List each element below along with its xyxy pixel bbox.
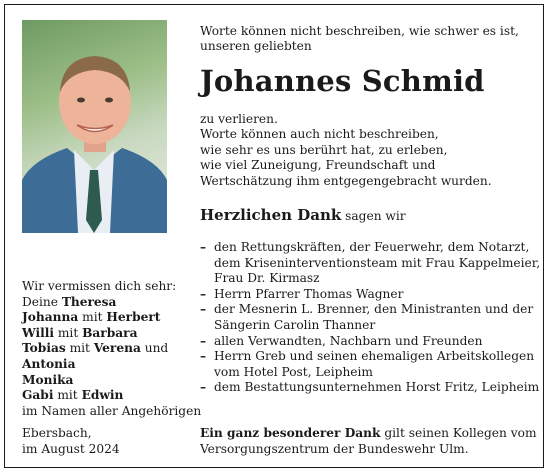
thanks-item-line: – der Mesnerin L. Brenner, den Ministranten und der xyxy=(214,302,534,317)
thanks-item xyxy=(200,287,540,303)
place-date xyxy=(22,426,120,457)
mourner-name: Herbert xyxy=(106,310,161,325)
mourner-line xyxy=(22,295,201,311)
mourner-line xyxy=(22,388,201,404)
mourner-line xyxy=(22,326,201,342)
mourner-text: mit xyxy=(54,325,83,340)
special-thanks xyxy=(200,426,537,457)
mourner-name: Verena xyxy=(93,341,141,356)
mourner-name: Antonia xyxy=(22,356,76,371)
thanks-item xyxy=(200,240,540,287)
special-thanks-line-2: Versorgungszentrum der Bundeswehr Ulm. xyxy=(200,441,469,456)
mourner-line xyxy=(22,310,201,326)
portrait-illustration xyxy=(22,20,167,233)
mourner-text: im Namen aller Angehörigen xyxy=(22,403,202,418)
thanks-heading-rest: sagen wir xyxy=(341,209,406,223)
verse-line-4: wie viel Zuneigung, Freundschaft und xyxy=(200,158,436,172)
verse-line-3: wie sehr es uns berührt hat, zu erleben, xyxy=(200,143,448,157)
place-city: Ebersbach, xyxy=(22,426,92,440)
mourners-block xyxy=(22,279,201,419)
verse-line-1: zu verlieren. xyxy=(200,112,278,126)
thanks-item xyxy=(200,349,540,380)
thanks-list xyxy=(200,240,540,396)
mourner-text: mit xyxy=(53,388,82,403)
thanks-item xyxy=(200,334,540,350)
mourner-name: Tobias xyxy=(22,341,66,356)
thanks-item xyxy=(200,302,540,333)
thanks-item-line: Frau Dr. Kirmasz xyxy=(214,271,320,286)
thanks-item-line: – Herrn Greb und seinen ehemaligen Arbeitskollegen xyxy=(214,349,535,364)
special-thanks-rest: gilt seinen Kollegen vom xyxy=(380,426,537,440)
thanks-item-line: Sängerin Carolin Thanner xyxy=(214,317,376,332)
intro-line-2: unseren geliebten xyxy=(200,39,312,53)
mourner-line xyxy=(22,404,201,420)
portrait-photo xyxy=(22,20,167,233)
thanks-item xyxy=(200,380,540,396)
mourner-line xyxy=(22,341,201,357)
mourner-name: Monika xyxy=(22,372,74,387)
thanks-item-line: dem Kriseninterventionsteam mit Frau Kappelmeier, xyxy=(214,255,541,270)
verse-line-5: Wertschätzung ihm entgegengebracht wurden. xyxy=(200,174,492,188)
special-thanks-bold: Ein ganz besonderer Dank xyxy=(200,426,381,440)
mourner-name: Theresa xyxy=(61,294,117,309)
mourner-name: Gabi xyxy=(22,388,54,403)
verse-line-2: Worte können auch nicht beschreiben, xyxy=(200,127,439,141)
thanks-heading-bold: Herzlichen Dank xyxy=(200,206,342,224)
thanks-item-line: – allen Verwandten, Nachbarn und Freunden xyxy=(214,333,483,348)
mourner-name: Edwin xyxy=(81,388,124,403)
mourner-line xyxy=(22,373,201,389)
deceased-name: Johannes Schmid xyxy=(200,64,485,98)
mourner-text: mit xyxy=(78,310,107,325)
mourner-text: und xyxy=(140,341,169,356)
mourner-name: Barbara xyxy=(82,325,138,340)
thanks-item-line: vom Hotel Post, Leipheim xyxy=(214,364,373,379)
mourner-line xyxy=(22,357,201,373)
thanks-item-line: – den Rettungskräften, der Feuerwehr, dem Notarzt, xyxy=(214,240,530,254)
thanks-item-line: – Herrn Pfarrer Thomas Wagner xyxy=(214,286,404,301)
mourner-name: Johanna xyxy=(22,310,79,325)
intro-line-1: Worte können nicht beschreiben, wie schwer es ist, xyxy=(200,24,519,38)
place-date-line: im August 2024 xyxy=(22,441,120,456)
mourner-text: Deine xyxy=(22,294,62,309)
mourner-name: Willi xyxy=(22,325,54,340)
mourner-text: mit xyxy=(65,341,94,356)
mourners-heading: Wir vermissen dich sehr: xyxy=(22,279,177,293)
thanks-item-line: – dem Bestattungsunternehmen Horst Fritz, Leipheim xyxy=(214,380,540,395)
thanks-heading xyxy=(200,206,406,224)
